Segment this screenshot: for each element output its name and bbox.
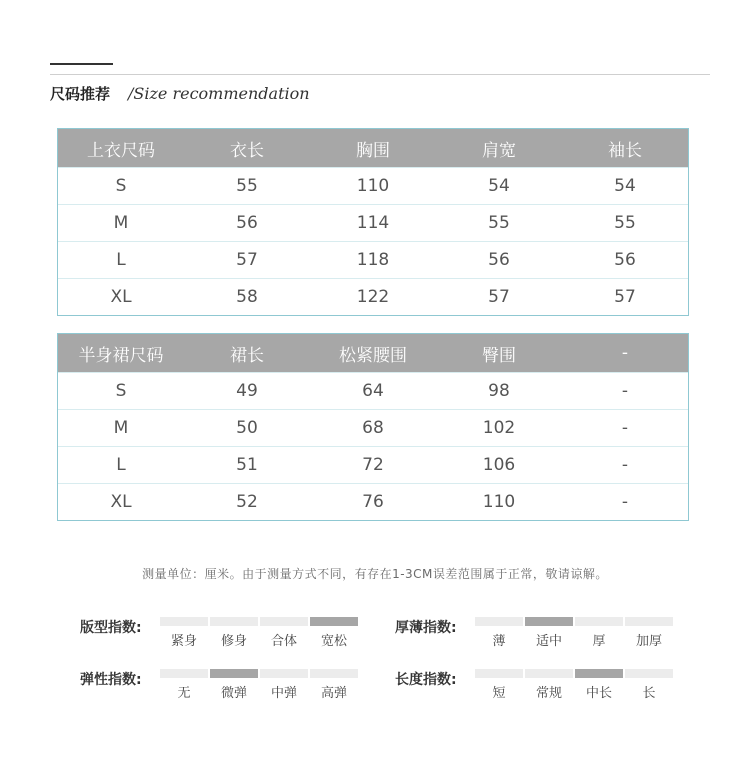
scale-option-label: 薄 <box>492 634 506 649</box>
scale-option <box>160 617 208 649</box>
scale-option-label: 紧身 <box>170 634 197 649</box>
scale-option <box>575 669 623 701</box>
table-row <box>58 446 688 483</box>
table-cell: 56 <box>236 213 258 233</box>
table-row <box>58 204 688 241</box>
fit-index-scale <box>160 617 360 649</box>
measurement-note: 测量单位：厘米。由于测量方式不同，有存在1-3CM误差范围属于正常，敬请谅解。 <box>142 567 608 581</box>
elasticity-index-label: 弹性指数: <box>80 672 142 688</box>
table-cell: 110 <box>482 492 516 512</box>
scale-option-label: 中长 <box>585 686 612 701</box>
header-cell: 胸围 <box>356 140 390 161</box>
scale-option <box>160 669 208 701</box>
scale-option-label: 修身 <box>220 634 247 649</box>
scale-option <box>525 669 573 701</box>
scale-bar <box>310 669 358 678</box>
table-cell: 52 <box>236 492 258 512</box>
table-cell: 51 <box>236 455 258 475</box>
scale-bar <box>475 669 523 678</box>
skirt-size-table <box>57 333 689 521</box>
table-cell: 114 <box>356 213 390 233</box>
scale-bar <box>575 669 623 678</box>
length-index-scale <box>475 669 675 701</box>
table-cell: - <box>621 492 629 512</box>
scale-option-label: 合体 <box>270 634 297 649</box>
table-row <box>58 278 688 315</box>
scale-option <box>525 617 573 649</box>
table-cell: 56 <box>488 250 510 270</box>
thickness-index-scale <box>475 617 675 649</box>
table-cell: - <box>621 418 629 438</box>
tops-table-header <box>58 129 688 167</box>
table-cell: M <box>113 213 129 233</box>
table-cell: 56 <box>614 250 636 270</box>
header-cell: 松紧腰围 <box>339 345 407 366</box>
header-cell: 衣长 <box>230 140 264 161</box>
table-cell: 54 <box>488 176 510 196</box>
scale-bar <box>210 617 258 626</box>
skirt-table-header <box>58 334 688 372</box>
fit-index-label: 版型指数: <box>80 620 142 636</box>
scale-bar <box>525 617 573 626</box>
scale-option-label: 微弹 <box>220 686 247 701</box>
table-cell: L <box>116 455 126 475</box>
table-cell: 102 <box>482 418 516 438</box>
table-row <box>58 483 688 520</box>
table-cell: L <box>116 250 126 270</box>
scale-option <box>260 617 308 649</box>
header-cell: 半身裙尺码 <box>78 345 164 366</box>
heading-title-cn: 尺码推荐 <box>50 85 111 103</box>
scale-option-label: 适中 <box>535 634 562 649</box>
scale-option-label: 中弹 <box>270 686 297 701</box>
scale-option <box>210 669 258 701</box>
scale-bar <box>260 617 308 626</box>
scale-option-label: 加厚 <box>635 634 662 649</box>
header-accent-bar <box>50 63 113 65</box>
scale-bar <box>160 617 208 626</box>
table-row <box>58 167 688 204</box>
table-cell: S <box>115 381 127 401</box>
scale-option-label: 短 <box>492 686 506 701</box>
table-cell: XL <box>110 492 132 512</box>
table-cell: 55 <box>236 176 258 196</box>
scale-option-label: 宽松 <box>320 634 347 649</box>
table-row <box>58 409 688 446</box>
table-cell: 106 <box>482 455 516 475</box>
table-cell: 54 <box>614 176 636 196</box>
scale-option-label: 高弹 <box>320 686 347 701</box>
table-cell: 57 <box>614 287 636 307</box>
table-cell: - <box>621 455 629 475</box>
scale-option-label: 常规 <box>535 686 562 701</box>
header-cell: 袖长 <box>608 140 642 161</box>
scale-option-label: 无 <box>177 686 191 701</box>
table-cell: 64 <box>362 381 384 401</box>
scale-bar <box>475 617 523 626</box>
table-cell: 55 <box>488 213 510 233</box>
header-cell: 臀围 <box>482 345 516 366</box>
scale-option <box>625 617 673 649</box>
table-row <box>58 241 688 278</box>
table-row <box>58 372 688 409</box>
header-divider <box>50 74 710 75</box>
scale-option-label: 长 <box>642 686 656 701</box>
thickness-index-label: 厚薄指数: <box>395 620 457 636</box>
scale-option <box>310 617 358 649</box>
table-cell: 122 <box>356 287 390 307</box>
heading-title-en: /Size recommendation <box>128 84 310 103</box>
length-index-label: 长度指数: <box>395 672 457 688</box>
table-cell: XL <box>110 287 132 307</box>
scale-option <box>625 669 673 701</box>
table-cell: S <box>115 176 127 196</box>
table-cell: 49 <box>236 381 258 401</box>
scale-bar <box>625 669 673 678</box>
scale-option <box>310 669 358 701</box>
scale-option-label: 厚 <box>592 634 606 649</box>
scale-option <box>575 617 623 649</box>
table-cell: 55 <box>614 213 636 233</box>
header-cell: - <box>621 343 629 363</box>
elasticity-index-scale <box>160 669 360 701</box>
table-cell: 57 <box>488 287 510 307</box>
table-cell: 118 <box>356 250 390 270</box>
scale-option <box>475 617 523 649</box>
table-cell: 58 <box>236 287 258 307</box>
scale-bar <box>260 669 308 678</box>
scale-bar <box>575 617 623 626</box>
table-cell: 72 <box>362 455 384 475</box>
header-cell: 裙长 <box>230 345 264 366</box>
scale-option <box>260 669 308 701</box>
scale-bar <box>625 617 673 626</box>
table-cell: 57 <box>236 250 258 270</box>
table-cell: - <box>621 381 629 401</box>
tops-size-table <box>57 128 689 316</box>
scale-bar <box>160 669 208 678</box>
table-cell: 110 <box>356 176 390 196</box>
scale-bar <box>525 669 573 678</box>
table-cell: 50 <box>236 418 258 438</box>
scale-option <box>210 617 258 649</box>
section-heading <box>50 83 310 105</box>
table-cell: 76 <box>362 492 384 512</box>
table-cell: 98 <box>488 381 510 401</box>
table-cell: 68 <box>362 418 384 438</box>
scale-bar <box>310 617 358 626</box>
table-cell: M <box>113 418 129 438</box>
header-cell: 上衣尺码 <box>87 140 155 161</box>
header-cell: 肩宽 <box>482 140 516 161</box>
scale-option <box>475 669 523 701</box>
scale-bar <box>210 669 258 678</box>
